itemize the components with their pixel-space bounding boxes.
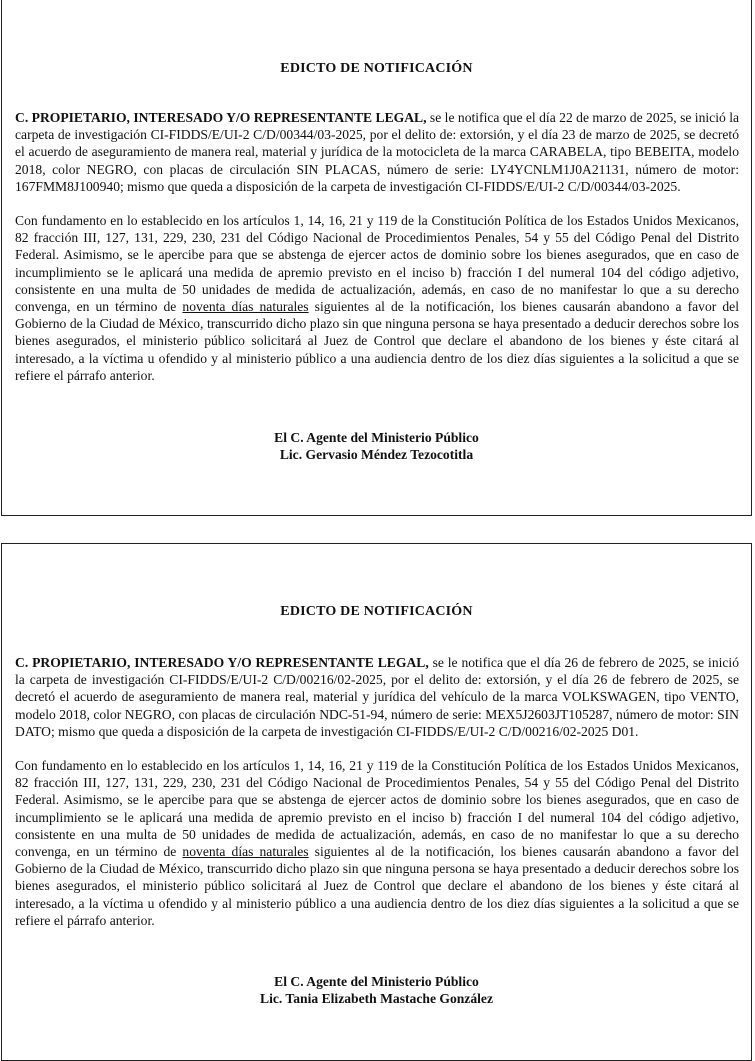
- notice-paragraph: [15, 109, 739, 195]
- signature-block: [2, 973, 751, 1007]
- edict-title: EDICTO DE NOTIFICACIÓN: [280, 604, 473, 619]
- legal-text-before: Con fundamento en lo establecido en los artículos 1, 14, 16, 21 y 119 de la Constitución Política de los Estados Unidos Mexicanos, 82 fracción III, 127, 131, 229, 230, 231 del Código Nacional de Procedimientos Penales, 54 y 55 del Código Penal del Distrito Federal. Asimismo, se le apercibe para que se abstenga de ejercer actos de dominio sobre los bienes asegurados, que en caso de incumplimiento se le aplicará una medida de apremio previsto en el inciso b) fracción I del numeral 104 del código adjetivo, consistente en una multa de 50 unidades de medida de actualización, además, en caso de no manifestar lo que a su derecho convenga, en un término de: [15, 758, 739, 860]
- legal-text-after: siguientes al de la notificación, los bienes causarán abandono a favor del Gobierno de la Ciudad de México, transcurrido dicho plazo sin que ninguna persona se haya presentado a deducir derechos sobre los bienes asegurados, el ministerio público solicitará al Juez de Control que declare el abandono de los bienes y éste citará al interesado, a la víctima u ofendido y al ministerio público a una audiencia dentro de los diez días siguientes a la solicitud a que se refiere el párrafo anterior.: [15, 299, 739, 383]
- legal-text-before: Con fundamento en lo establecido en los artículos 1, 14, 16, 21 y 119 de la Constitución Política de los Estados Unidos Mexicanos, 82 fracción III, 127, 131, 229, 230, 231 del Código Nacional de Procedimientos Penales, 54 y 55 del Código Penal del Distrito Federal. Asimismo, se le apercibe para que se abstenga de ejercer actos de dominio sobre los bienes asegurados, que en caso de incumplimiento se le aplicará una medida de apremio previsto en el inciso b) fracción I del numeral 104 del código adjetivo, consistente en una multa de 50 unidades de medida de actualización, además, en caso de no manifestar lo que a su derecho convenga, en un término de: [15, 213, 739, 315]
- signatory-title: El C. Agente del Ministerio Público: [274, 974, 479, 989]
- addressee: C. PROPIETARIO, INTERESADO Y/O REPRESENTANTE LEGAL,: [15, 110, 427, 125]
- edict-notice-2: [1, 543, 752, 1061]
- signatory-title: El C. Agente del Ministerio Público: [274, 430, 479, 445]
- notice-text: se le notifica que el día 26 de febrero de 2025, se inició la carpeta de investigación CI-FIDDS/E/UI-2 C/D/00216/02-2025, por el delito de: extorsión, y el día 26 de febrero de 2025, se decretó el acuerdo de aseguramiento de manera real, material y jurídica del vehículo de la marca VOLKSWAGEN, tipo VENTO, modelo 2018, color NEGRO, con placas de circulación NDC-51-94, número de serie: MEX5J2603JT105287, número de motor: SIN DATO; mismo que queda a disposición de la carpeta de investigación CI-FIDDS/E/UI-2 C/D/00216/02-2025 D01.: [15, 655, 740, 739]
- legal-text-after: siguientes al de la notificación, los bienes causarán abandono a favor del Gobierno de la Ciudad de México, transcurrido dicho plazo sin que ninguna persona se haya presentado a deducir derechos sobre los bienes asegurados, el ministerio público solicitará al Juez de Control que declare el abandono de los bienes y éste citará al interesado, a la víctima u ofendido y al ministerio público a una audiencia dentro de los diez días siguientes a la solicitud a que se refiere el párrafo anterior.: [15, 844, 739, 928]
- signatory-name: Lic. Tania Elizabeth Mastache González: [260, 991, 493, 1006]
- edict-title: EDICTO DE NOTIFICACIÓN: [280, 61, 473, 76]
- signature-block: [2, 429, 751, 463]
- notice-text: se le notifica que el día 22 de marzo de 2025, se inició la carpeta de investigación CI-FIDDS/E/UI-2 C/D/00344/03-2025, por el delito de: extorsión, y el día 23 de marzo de 2025, se decretó el acuerdo de aseguramiento de manera real, material y jurídica de la motocicleta de la marca CARABELA, tipo BEBEITA, modelo 2018, color NEGRO, con placas de circulación SIN PLACAS, número de serie: LY4YCNLM1J0A21131, número de motor: 167FMM8J100940; mismo que queda a disposición de la carpeta de investigación CI-FIDDS/E/UI-2 C/D/00344/03-2025.: [15, 110, 739, 194]
- edict-body: [15, 109, 739, 401]
- edict-notice-1: [1, 0, 752, 516]
- term-underlined: noventa días naturales: [182, 844, 309, 860]
- term-underlined: noventa días naturales: [182, 299, 309, 315]
- notice-paragraph: [15, 654, 739, 740]
- legal-basis-paragraph: [15, 757, 739, 929]
- edict-body: [15, 654, 739, 946]
- legal-basis-paragraph: [15, 212, 739, 384]
- addressee: C. PROPIETARIO, INTERESADO Y/O REPRESENTANTE LEGAL,: [15, 655, 429, 670]
- signatory-name: Lic. Gervasio Méndez Tezocotitla: [279, 447, 474, 462]
